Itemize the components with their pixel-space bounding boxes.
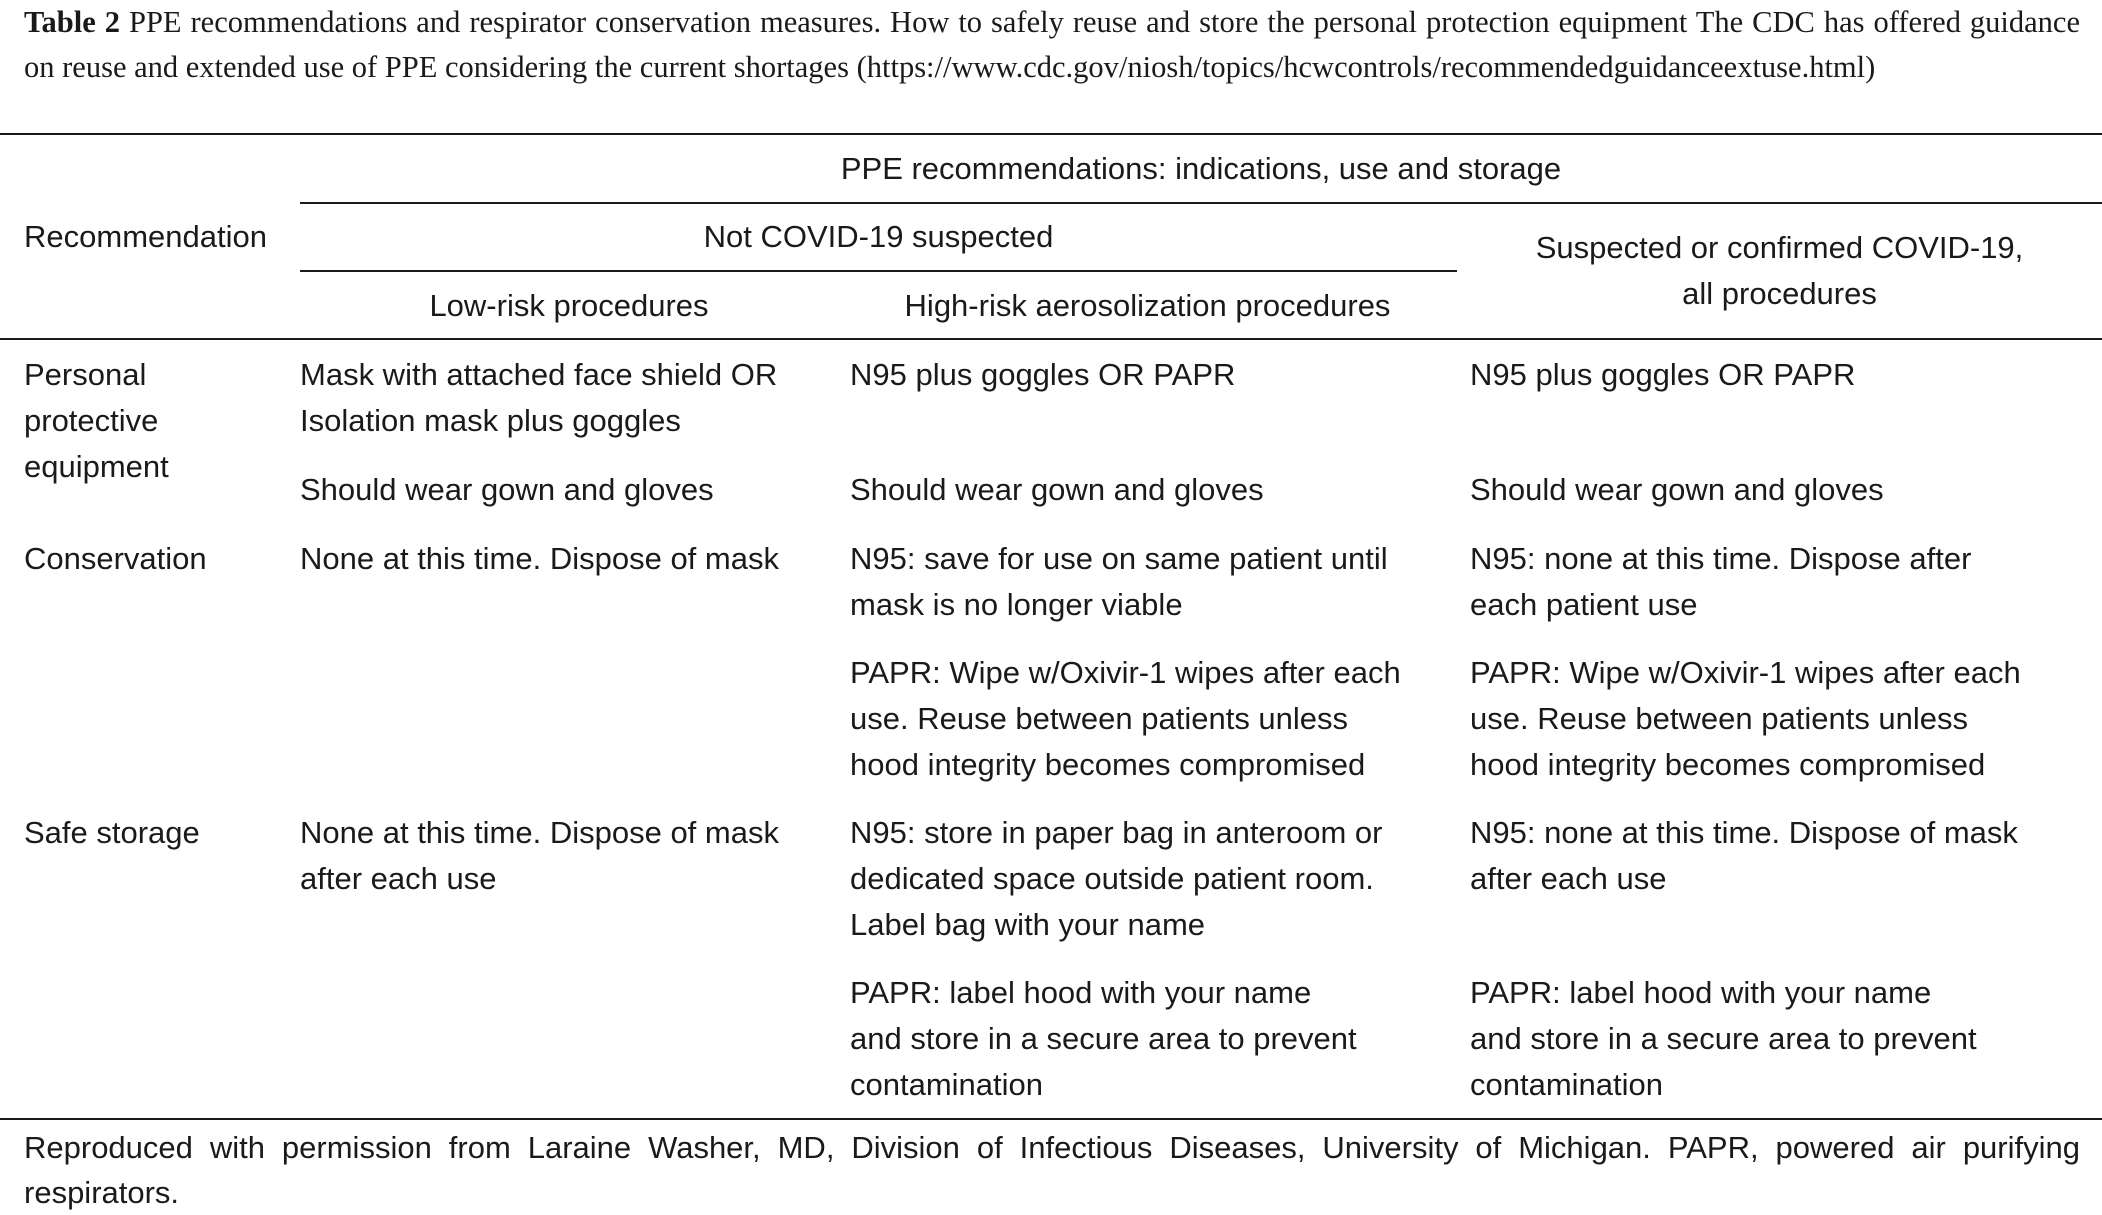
cell-line: use. Reuse between patients unless bbox=[850, 701, 1349, 736]
header-bottom-rule bbox=[0, 338, 2102, 340]
cell-storage-low-risk-a bbox=[300, 810, 779, 902]
cell-line: N95 plus goggles OR PAPR bbox=[850, 357, 1236, 392]
cell-line: and store in a secure area to prevent bbox=[850, 1021, 1357, 1056]
row-label-safe-storage bbox=[24, 810, 200, 856]
cell-line: Should wear gown and gloves bbox=[1470, 472, 1884, 507]
cell-line: and store in a secure area to prevent bbox=[1470, 1021, 1977, 1056]
cell-conservation-low-risk-a bbox=[300, 536, 779, 582]
table-label: Table 2 bbox=[24, 5, 120, 39]
cell-line: equipment bbox=[24, 449, 169, 484]
header-not-covid: Not COVID-19 suspected bbox=[703, 219, 1054, 254]
cell-line: None at this time. Dispose of mask bbox=[300, 541, 779, 576]
header-low-risk: Low-risk procedures bbox=[429, 288, 709, 323]
cell-line: N95: none at this time. Dispose of mask bbox=[1470, 815, 2018, 850]
cell-line: each patient use bbox=[1470, 587, 1698, 622]
cell-storage-high-risk-b bbox=[850, 970, 1357, 1108]
cell-line: Isolation mask plus goggles bbox=[300, 403, 681, 438]
table-bottom-rule bbox=[0, 1118, 2102, 1120]
header-recommendation: Recommendation bbox=[24, 219, 267, 254]
cell-line: N95: none at this time. Dispose after bbox=[1470, 541, 1972, 576]
cell-line: Should wear gown and gloves bbox=[850, 472, 1264, 507]
row-label-conservation bbox=[24, 536, 207, 582]
cell-line: hood integrity becomes compromised bbox=[1470, 747, 1986, 782]
cell-line: protective bbox=[24, 403, 159, 438]
table-caption-text: PPE recommendations and respirator conservation measures. How to safely reuse and store the personal protection equipment The CDC has offered guidance on reuse and extended use of PPE considering the current shortages (https://www.cdc.gov/niosh/topics/hcwcontrols/recommendedguidanceextuse.html) bbox=[24, 5, 2081, 84]
row-label-ppe bbox=[24, 352, 169, 490]
cell-line: hood integrity becomes compromised bbox=[850, 747, 1366, 782]
cell-line: contamination bbox=[1470, 1067, 1664, 1102]
group-header-rule bbox=[300, 202, 2102, 204]
table-caption bbox=[24, 0, 2080, 90]
cell-line: Safe storage bbox=[24, 815, 200, 850]
cell-conservation-high-risk-b bbox=[850, 650, 1401, 788]
not-covid-rule bbox=[300, 270, 1457, 272]
cell-line: PAPR: Wipe w/Oxivir-1 wipes after each bbox=[1470, 655, 2021, 690]
cell-storage-covid-a bbox=[1470, 810, 2018, 902]
cell-line: PAPR: Wipe w/Oxivir-1 wipes after each bbox=[850, 655, 1401, 690]
cell-line: mask is no longer viable bbox=[850, 587, 1183, 622]
cell-line: N95: store in paper bag in anteroom or bbox=[850, 815, 1383, 850]
cell-line: PAPR: label hood with your name bbox=[1470, 975, 1932, 1010]
cell-ppe-covid-a bbox=[1470, 352, 1855, 398]
cell-line: Personal bbox=[24, 357, 147, 392]
cell-ppe-covid-b bbox=[1470, 467, 1884, 513]
header-high-risk: High-risk aerosolization procedures bbox=[904, 288, 1391, 323]
cell-ppe-low-risk-b bbox=[300, 467, 714, 513]
cell-line: None at this time. Dispose of mask bbox=[300, 815, 779, 850]
cell-conservation-covid-a bbox=[1470, 536, 1971, 628]
cell-line: after each use bbox=[300, 861, 497, 896]
cell-line: Mask with attached face shield OR bbox=[300, 357, 778, 392]
cell-line: Conservation bbox=[24, 541, 207, 576]
header-covid-line-2: all procedures bbox=[1682, 276, 1877, 311]
header-covid-line-1: Suspected or confirmed COVID-19, bbox=[1535, 230, 2024, 265]
cell-line: Label bag with your name bbox=[850, 907, 1206, 942]
cell-line: dedicated space outside patient room. bbox=[850, 861, 1374, 896]
table-footnote: Reproduced with permission from Laraine Washer, MD, Division of Infectious Diseases, University of Michigan. PAPR, powered air purifying respirators. bbox=[24, 1130, 2080, 1210]
table-top-rule bbox=[0, 133, 2102, 135]
cell-ppe-low-risk-a bbox=[300, 352, 777, 444]
header-covid-suspected bbox=[1457, 225, 2102, 317]
cell-storage-high-risk-a bbox=[850, 810, 1382, 948]
cell-storage-covid-b bbox=[1470, 970, 1977, 1108]
cell-line: N95: save for use on same patient until bbox=[850, 541, 1388, 576]
cell-line: N95 plus goggles OR PAPR bbox=[1470, 357, 1856, 392]
cell-line: Should wear gown and gloves bbox=[300, 472, 714, 507]
cell-conservation-high-risk-a bbox=[850, 536, 1388, 628]
header-ppe-recommendations: PPE recommendations: indications, use and storage bbox=[840, 151, 1562, 186]
cell-conservation-covid-b bbox=[1470, 650, 2021, 788]
cell-line: use. Reuse between patients unless bbox=[1470, 701, 1969, 736]
cell-line: PAPR: label hood with your name bbox=[850, 975, 1312, 1010]
cell-ppe-high-risk-a bbox=[850, 352, 1235, 398]
cell-line: contamination bbox=[850, 1067, 1044, 1102]
cell-line: after each use bbox=[1470, 861, 1667, 896]
cell-ppe-high-risk-b bbox=[850, 467, 1264, 513]
